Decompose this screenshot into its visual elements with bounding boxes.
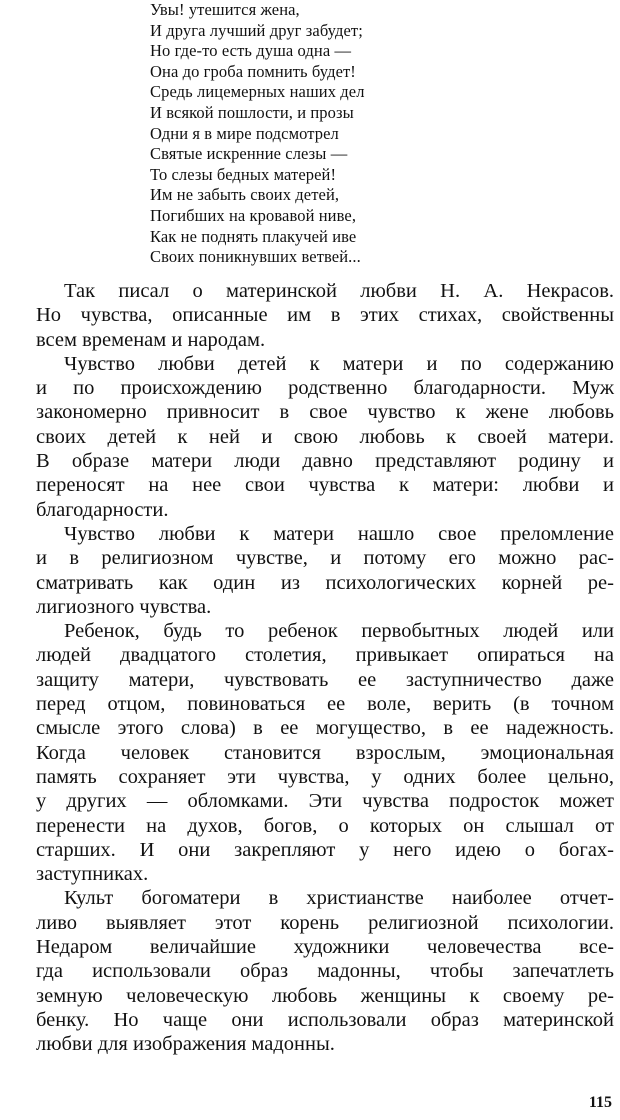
text-line: заступниках. [36,863,149,886]
text-line: Чувство любви детей к матери и по содержанию [64,352,614,375]
poem-line: Им не забыть своих детей, [150,185,340,205]
text-line: Чувство любви к матери нашло свое преломление [64,522,614,545]
text-line: всем временам и народам. [36,328,266,351]
text-line: и в религиозном чувстве, и потому его можно рас- [36,547,614,570]
text-line: Так писал о материнской любви Н. А. Некрасов. [64,280,614,302]
text-line: Но чувства, описанные им в этих стихах, свойственны [36,304,614,327]
text-line: сматривать как один из психологических корней ре- [36,571,614,594]
paragraph-4 [36,619,614,886]
text-line: переносят на нее свои чувства к матери: любви и [36,474,614,497]
text-line: благодарности. [36,498,169,521]
poem-line: То слезы бедных матерей! [150,164,337,184]
text-line: смысле этого слова) в ее могущество, в ее надежность. [36,717,614,740]
text-line: перенести на духов, богов, о которых он слышал от [36,814,614,837]
text-line: у других — обломками. Эти чувства подросток может [36,790,614,813]
poem-line: Увы! утешится жена, [150,0,300,19]
text-line: гда использовали образ мадонны, чтобы запечатлеть [36,960,614,983]
body-text [36,279,614,1057]
text-line: Недаром величайшие художники человечества все- [36,936,614,959]
text-line: своих детей к ней и свою любовь к своей матери. [36,425,614,448]
poem-line: Своих поникнувших ветвей... [150,247,361,267]
page-number: 115 [588,1094,612,1111]
poem-line: Но где-то есть душа одна — [150,41,352,61]
text-line: Культ богоматери в христианстве наиболее отчет- [64,887,614,910]
text-line: старших. И они закрепляют у него идею о богах- [36,838,614,861]
poem-line: И всякой пошлости, и прозы [150,102,354,122]
text-line: В образе матери люди давно представляют родину и [36,450,614,473]
text-line: бенку. Но чаще они использовали образ материнской [36,1008,614,1031]
text-line: Ребенок, будь то ребенок первобытных людей или [64,620,614,643]
text-line: лигиозного чувства. [36,595,212,618]
text-line: память сохраняет эти чувства, у одних более цельно, [36,765,614,788]
text-line: перед отцом, повиноваться ее воле, верить (в точном [36,693,614,716]
text-line: людей двадцатого столетия, привыкает опираться на [36,644,614,667]
poem-line: Погибших на кровавой ниве, [150,205,357,225]
poem-line: Как не поднять плакучей иве [150,226,357,246]
poem-line: И друга лучший друг забудет; [150,20,363,40]
paragraph-1 [36,279,614,352]
paragraph-5 [36,886,614,1056]
poem-line: Одни я в мире подсмотрел [150,123,339,143]
paragraph-3 [36,522,614,619]
poem-line: Святые искренние слезы — [150,144,348,164]
text-line: Когда человек становится взрослым, эмоциональная [36,741,614,764]
poem-line: Она до гроба помнить будет! [150,61,356,81]
text-line: ливо выявляет этот корень религиозной психологии. [36,911,614,934]
text-line: любви для изображения мадонны. [36,1033,335,1056]
poem-stanza [150,0,480,268]
paragraph-2 [36,352,614,522]
text-line: земную человеческую любовь женщины к своему ре- [36,984,614,1007]
text-line: защиту матери, чувствовать ее заступничество даже [36,668,614,691]
text-line: и по происхождению родственно благодарности. Муж [36,377,614,400]
poem-line: Средь лицемерных наших дел [150,82,365,102]
text-line: закономерно привносит в свое чувство к жене любовь [36,401,614,424]
